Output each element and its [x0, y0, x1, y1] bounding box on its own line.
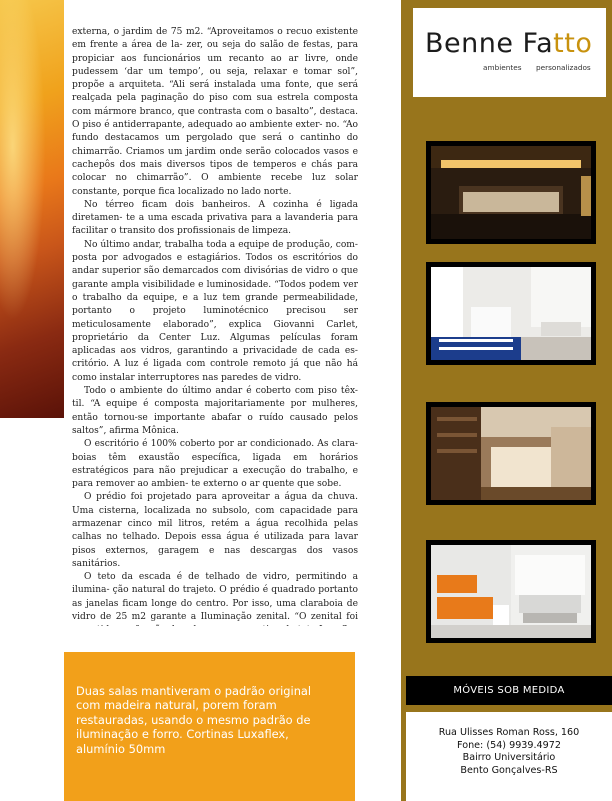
interior-photo-left: [0, 0, 64, 418]
home-theater-photo: [426, 141, 596, 244]
article-paragraph: No térreo ficam dois banheiros. A cozinha é ligada diretamen- te a uma escada privativa para a lavanderia para facilitar o transito dos profissionais de limpeza.: [72, 199, 358, 237]
address-block: [406, 712, 612, 801]
photo-caption: Duas salas mantiveram o padrão original com madeira natural, porem foram restauradas, usando o mesmo padrão de iluminação e forro. Cortinas Luxaflex, alumínio 50mm: [76, 684, 312, 756]
brand-tagline: personalizados: [536, 63, 591, 72]
brand-name-accent: tto: [553, 28, 593, 59]
city-line: Bento Gonçalves-RS: [460, 764, 558, 776]
bedroom-photo: [426, 262, 596, 365]
article-body: [72, 26, 358, 626]
neighborhood-line: Bairro Universitário: [462, 752, 556, 764]
article-paragraph: O escritório é 100% coberto por ar condicionado. As clara- boias têm exaustão específica, ligada em horários estratégicos para não prejudicar a execução do trabalho, e para remover ao ambien- te externo o ar quente que sobe.: [72, 439, 358, 490]
article-paragraph: Todo o ambiente do último andar é coberto com piso têx- til. “A equipe é composta majoritariamente por mulheres, então tornou-se importante abafar o ruído causado pelos saltos”, afirma Mônica.: [72, 386, 358, 436]
nursery-photo: [426, 402, 596, 505]
article-paragraph: O teto da escada é de telhado de vidro, permitindo a ilumina- ção natural do trajeto. O prédio é quadrado portanto as janelas ficam longe do centro. Por isso, uma claraboia de vidro de 25 m2 garante a Iluminação zenital. “O zenital foi: [72, 572, 358, 623]
brand-name: [425, 28, 592, 59]
article-paragraph: externa, o jardim de 75 m2. “Aproveitamos o recuo existente em frente a área de la- zer, ou seja do salão de festas, para propiciar aos funcionários um recanto ao ar livre, onde pudessem ‘dar um tempo’, ou seja, relaxar e tomar sol”, propõe a arquiteta. “Ali será instalada uma fonte, que será realçada pela paginação do piso com sua estrela composta com mármore branco, que contrasta com o basalto”, destaca. O piso é antiderrapante, adequado ao ambiente exter- no. “Ao fundo destacamos um pergolado que será o cantinho do chimarrão. Criamos um jardim onde serão colocados vasos e cachepôs dos mais diversos tipos de temperos e chás para colocar no chimarrão”. O ambiente recebe luz solar constante, porque fica localizado no lado norte.: [72, 27, 358, 197]
address-line: Rua Ulisses Roman Ross, 160: [438, 727, 580, 738]
brand-logo: [413, 8, 606, 97]
ad-banner: [406, 676, 612, 705]
photo-caption-box: [64, 652, 355, 801]
article-paragraph: No último andar, trabalha toda a equipe de produção, com- posta por advogados e estagiários. Todos os escritórios do andar superior são demarcados com divisórias de vidro o que garante ampla visibilidade e luminosidade. “Todos podem ver o trabalho da equipe, e a luz tem grande permeabilidade, portanto o projeto luminotécnico precisou ser meticulosamente elaborado”, explica Giovanni Carlet, proprietário da Center Luz. Algumas películas foram aplicadas aos vidros, garantindo a privacidade de cada es- critório. A luz é ligada com controle remoto já que não há como instalar interruptores nas paredes de vidro.: [72, 239, 358, 383]
murphy-bed-photo: [426, 540, 596, 643]
ad-banner-text: MÓVEIS SOB MEDIDA: [453, 685, 565, 696]
brand-name-part: Benne Fa: [425, 28, 554, 59]
article-paragraph: O prédio foi projetado para aproveitar a água da chuva. Uma cisterna, localizada no subsolo, com capacidade para armazenar cinco mil litros, retém a água recolhida pelas calhas no telhado. Depois essa água é utilizada para lavar pisos externos, garagem e nas descargas dos vasos sanitários.: [72, 492, 358, 569]
phone-line: Fone: (54) 9939.4972: [457, 739, 561, 751]
brand-tagline: ambientes: [483, 63, 522, 72]
